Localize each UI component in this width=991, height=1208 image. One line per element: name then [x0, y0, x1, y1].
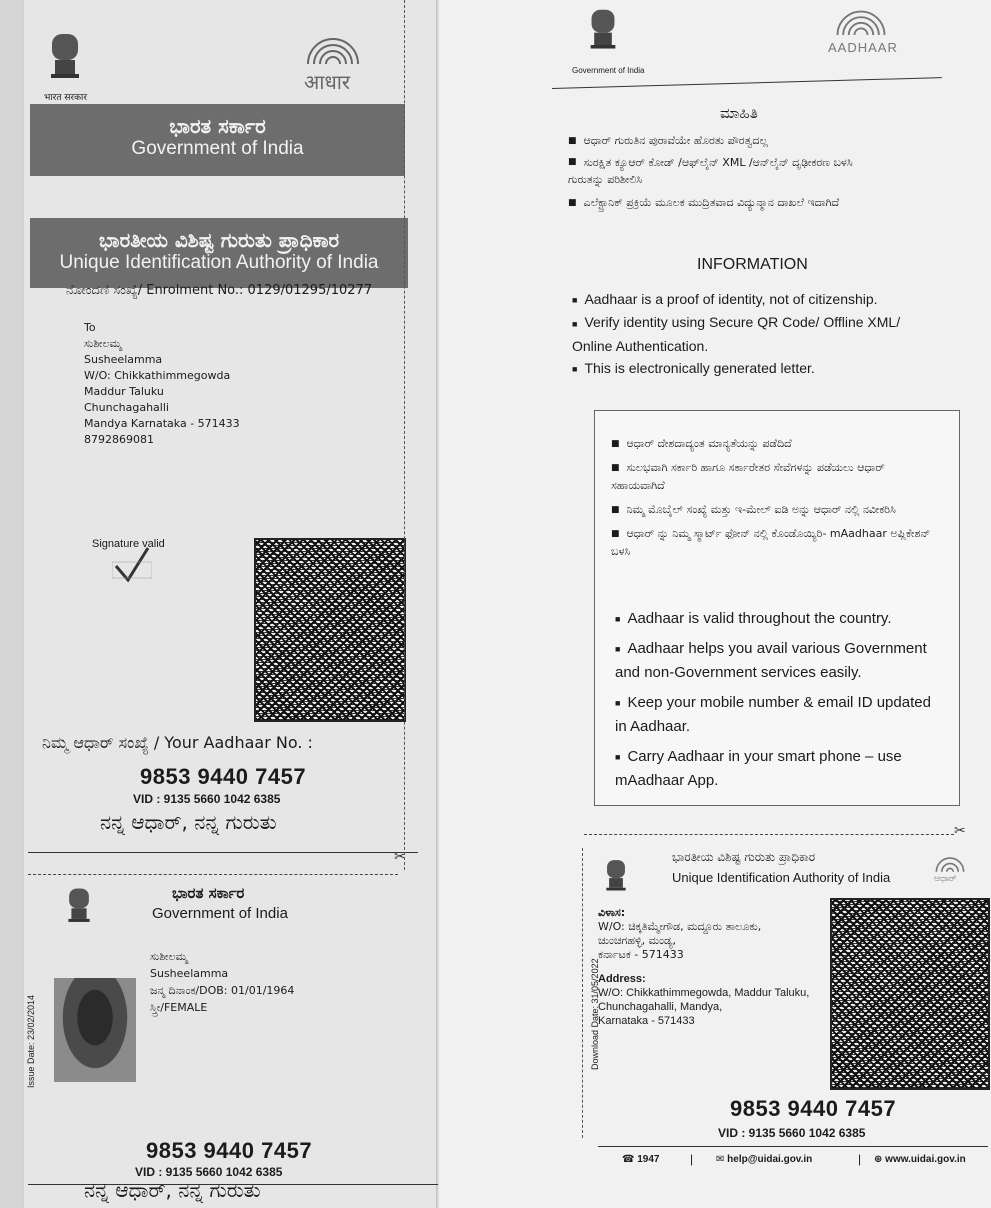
address-line: W/O: ಚಿಕ್ಕತಿಮ್ಮೇಗೌಡ, ಮದ್ದೂರು ತಾಲೂಕು,: [598, 920, 762, 933]
footer-separator: |: [858, 1152, 862, 1166]
aadhaar-logo-icon: [932, 852, 968, 874]
aadhaar-number: 9853 9440 7457: [140, 764, 307, 789]
footer-web[interactable]: [874, 1154, 966, 1165]
divider: [28, 852, 418, 853]
box-item: ■ ಆಧಾರ್ ನ್ನು ನಿಮ್ಮ ಸ್ಮಾರ್ಟ್ ಫೋನ್ ನಲ್ಲಿ ಕೊಂಡೊಯ್ಯಿರಿ- mAadhaar ಅಪ್ಲಿಕೇಶನ್ ಬಳಸಿ: [611, 525, 933, 561]
box-item: ■ Keep your mobile number & email ID updated in Aadhaar.: [615, 691, 935, 739]
gov-banner-english: Government of India: [131, 138, 304, 159]
signature-valid-label: Signature valid: [92, 538, 165, 550]
aadhaar-logo-icon: [830, 2, 892, 38]
card-holder-details: [150, 948, 294, 1016]
cut-line: [584, 834, 954, 835]
divider: [598, 1146, 988, 1147]
website-url[interactable]: www.uidai.gov.in: [885, 1154, 966, 1165]
address-english: [598, 972, 809, 1028]
address-line: Chunchagahalli: [84, 401, 169, 414]
national-emblem-icon: [604, 856, 628, 896]
back-vid-number: VID : 9135 5660 1042 6385: [718, 1126, 866, 1140]
address-line: To: [84, 321, 96, 334]
address-line: ಸುಶೀಲಮ್ಮ: [84, 337, 122, 350]
information-heading: INFORMATION: [697, 256, 808, 273]
info-item: ■ This is electronically generated letter.: [572, 357, 944, 380]
address-line: 8792869081: [84, 433, 154, 446]
qr-code: [830, 898, 990, 1090]
tagline: ನನ್ನ ಆಧಾರ್, ನನ್ನ ಗುರುತು: [100, 810, 277, 834]
back-uidai-kannada: ಭಾರತೀಯ ವಿಶಿಷ್ಟ ಗುರುತು ಪ್ರಾಧಿಕಾರ: [672, 850, 816, 864]
info-item: ■ ಎಲೆಕ್ಟ್ರಾನಿಕ್ ಪ್ರಕ್ರಿಯೆ ಮೂಲಕ ಮುದ್ರಿತವಾದ ವಿದ್ಯುನ್ಮಾನ ದಾಖಲೆ ಇದಾಗಿದೆ: [568, 194, 858, 212]
uidai-banner-kannada: ಭಾರತೀಯ ವಿಶಿಷ್ಟ ಗುರುತು ಪ್ರಾಧಿಕಾರ: [98, 228, 340, 252]
box-item: ■ ಆಧಾರ್ ದೇಶದಾದ್ಯಂತ ಮಾನ್ಯತೆಯನ್ನು ಪಡೆದಿದೆ: [611, 435, 933, 453]
address-line: W/O: Chikkathimmegowda: [84, 369, 231, 382]
uidai-banner: [30, 218, 408, 288]
address-line: Chunchagahalli, Mandya,: [598, 1001, 723, 1013]
card-line: ಜನ್ಮ ದಿನಾಂಕ/DOB: 01/01/1964: [150, 984, 295, 997]
mahiti-heading: ಮಾಹಿತಿ: [720, 104, 758, 122]
address-line: Maddur Taluku: [84, 385, 164, 398]
address-label: ವಿಳಾಸ:: [598, 906, 626, 919]
holder-photo: [54, 978, 136, 1082]
phone-icon: ☎: [622, 1154, 638, 1165]
gov-banner-kannada: ಭಾರತ ಸರ್ಕಾರ: [169, 114, 266, 138]
address-kannada: [598, 906, 761, 962]
vid-number: VID : 9135 5660 1042 6385: [133, 792, 281, 806]
card-gov-kannada: ಭಾರತ ಸರ್ಕಾರ: [172, 884, 245, 902]
left-fold-line: [404, 0, 405, 870]
aadhaar-info-box: [594, 410, 960, 806]
card-gov-english: Government of India: [152, 905, 288, 922]
recipient-address: [84, 320, 240, 448]
back-aadhaar-number: 9853 9440 7457: [730, 1096, 897, 1121]
info-item: ■ Verify identity using Secure QR Code/ Offline XML/ Online Authentication.: [572, 311, 944, 356]
box-item: ■ Aadhaar is valid throughout the country.: [615, 607, 935, 631]
box-item: ■ Aadhaar helps you avail various Government and non-Government services easily.: [615, 637, 935, 685]
national-emblem-icon: [588, 0, 618, 60]
address-label: Address:: [598, 973, 646, 985]
footer-phone: [622, 1154, 659, 1165]
download-date: Download Date: 31/05/2022: [590, 958, 600, 1070]
national-emblem-icon: [48, 28, 82, 86]
gov-small-label: Government of India: [572, 66, 645, 75]
mail-icon: ✉: [716, 1154, 728, 1165]
address-line: Mandya Karnataka - 571433: [84, 417, 240, 430]
qr-code: [254, 538, 406, 722]
back-uidai-english: Unique Identification Authority of India: [672, 870, 891, 885]
box-kannada-list: [611, 435, 933, 561]
scissor-icon: ✂: [954, 822, 966, 838]
kannada-info-list: [568, 132, 858, 212]
footer-email[interactable]: [716, 1154, 812, 1165]
aadhaar-logo-text: आधार: [304, 70, 351, 94]
address-line: Karnataka - 571433: [598, 1015, 695, 1027]
address-line: ಕರ್ನಾಟಕ - 571433: [598, 948, 684, 961]
english-info-list: [572, 288, 944, 380]
aadhaar-logo-icon: [300, 30, 366, 66]
card-line: Susheelamma: [150, 967, 229, 980]
card-vid-number: VID : 9135 5660 1042 6385: [135, 1165, 283, 1179]
address-line: ಚುಂಚಗಹಳ್ಳಿ, ಮಂಡ್ಯ,: [598, 934, 677, 947]
uidai-banner-english: Unique Identification Authority of India: [59, 252, 379, 273]
card-line: ಸುಶೀಲಮ್ಮ: [150, 950, 188, 963]
box-item: ■ ನಿಮ್ಮ ಮೊಬೈಲ್ ಸಂಖ್ಯೆ ಮತ್ತು ಇ-ಮೇಲ್ ಐಡಿ ಅನ್ನು ಆಧಾರ್ ನಲ್ಲಿ ನವೀಕರಿಸಿ: [611, 501, 933, 519]
aadhaar-number-label: ನಿಮ್ಮ ಆಧಾರ್ ಸಂಖ್ಯೆ / Your Aadhaar No. :: [42, 733, 313, 752]
national-emblem-icon: [66, 884, 92, 928]
issue-date: Issue Date: 23/02/2014: [26, 994, 36, 1088]
info-item: ■ Aadhaar is a proof of identity, not of citizenship.: [572, 288, 944, 311]
right-fold-line: [582, 848, 583, 1138]
box-item: ■ Carry Aadhaar in your smart phone – use mAadhaar App.: [615, 745, 935, 793]
info-item: ■ ಸುರಕ್ಷಿತ ಕ್ಯೂಆರ್ ಕೋಡ್ /ಆಫ್‌ಲೈನ್ XML /ಆನ್‌ಲೈನ್ ದೃಢೀಕರಣ ಬಳಸಿ ಗುರುತನ್ನು ಪರಿಶೀಲಿಸಿ: [568, 154, 858, 189]
gov-banner: [30, 104, 405, 176]
card-tagline: ನನ್ನ ಆಧಾರ್, ನನ್ನ ಗುರುತು: [84, 1178, 261, 1202]
card-line: ಸ್ತ್ರೀ/FEMALE: [150, 1001, 208, 1014]
card-aadhaar-number: 9853 9440 7457: [146, 1138, 313, 1163]
cut-line: [28, 874, 398, 875]
scissor-icon: ✂: [394, 848, 406, 864]
address-line: W/O: Chikkathimmegowda, Maddur Taluku,: [598, 987, 810, 999]
email-address[interactable]: help@uidai.gov.in: [727, 1154, 813, 1165]
info-item: ■ ಆಧಾರ್ ಗುರುತಿನ ಪುರಾವೆಯೇ ಹೊರತು ಪೌರತ್ವದಲ್ಲ: [568, 132, 858, 150]
aadhaar-logo-text: AADHAAR: [828, 40, 898, 55]
gov-hindi-label: भारत सरकार: [44, 93, 88, 103]
signature-check-icon: [112, 544, 152, 586]
box-item: ■ ಸುಲಭವಾಗಿ ಸರ್ಕಾರಿ ಹಾಗೂ ಸರ್ಕಾರೇತರ ಸೇವೆಗಳನ್ನು ಪಡೆಯಲು ಆಧಾರ್ ಸಹಾಯವಾಗಿದೆ: [611, 459, 933, 495]
back-logo-text: ಆಧಾರ್: [934, 874, 957, 884]
box-english-list: [615, 607, 935, 793]
footer-separator: |: [690, 1152, 694, 1166]
enrolment-number: ನೋಂದಣಿ ಸಂಖ್ಯೆ/ Enrolment No.: 0129/01295/10277: [66, 283, 373, 298]
address-line: Susheelamma: [84, 353, 163, 366]
globe-icon: ⊕: [874, 1154, 886, 1165]
phone-number: 1947: [637, 1154, 660, 1165]
